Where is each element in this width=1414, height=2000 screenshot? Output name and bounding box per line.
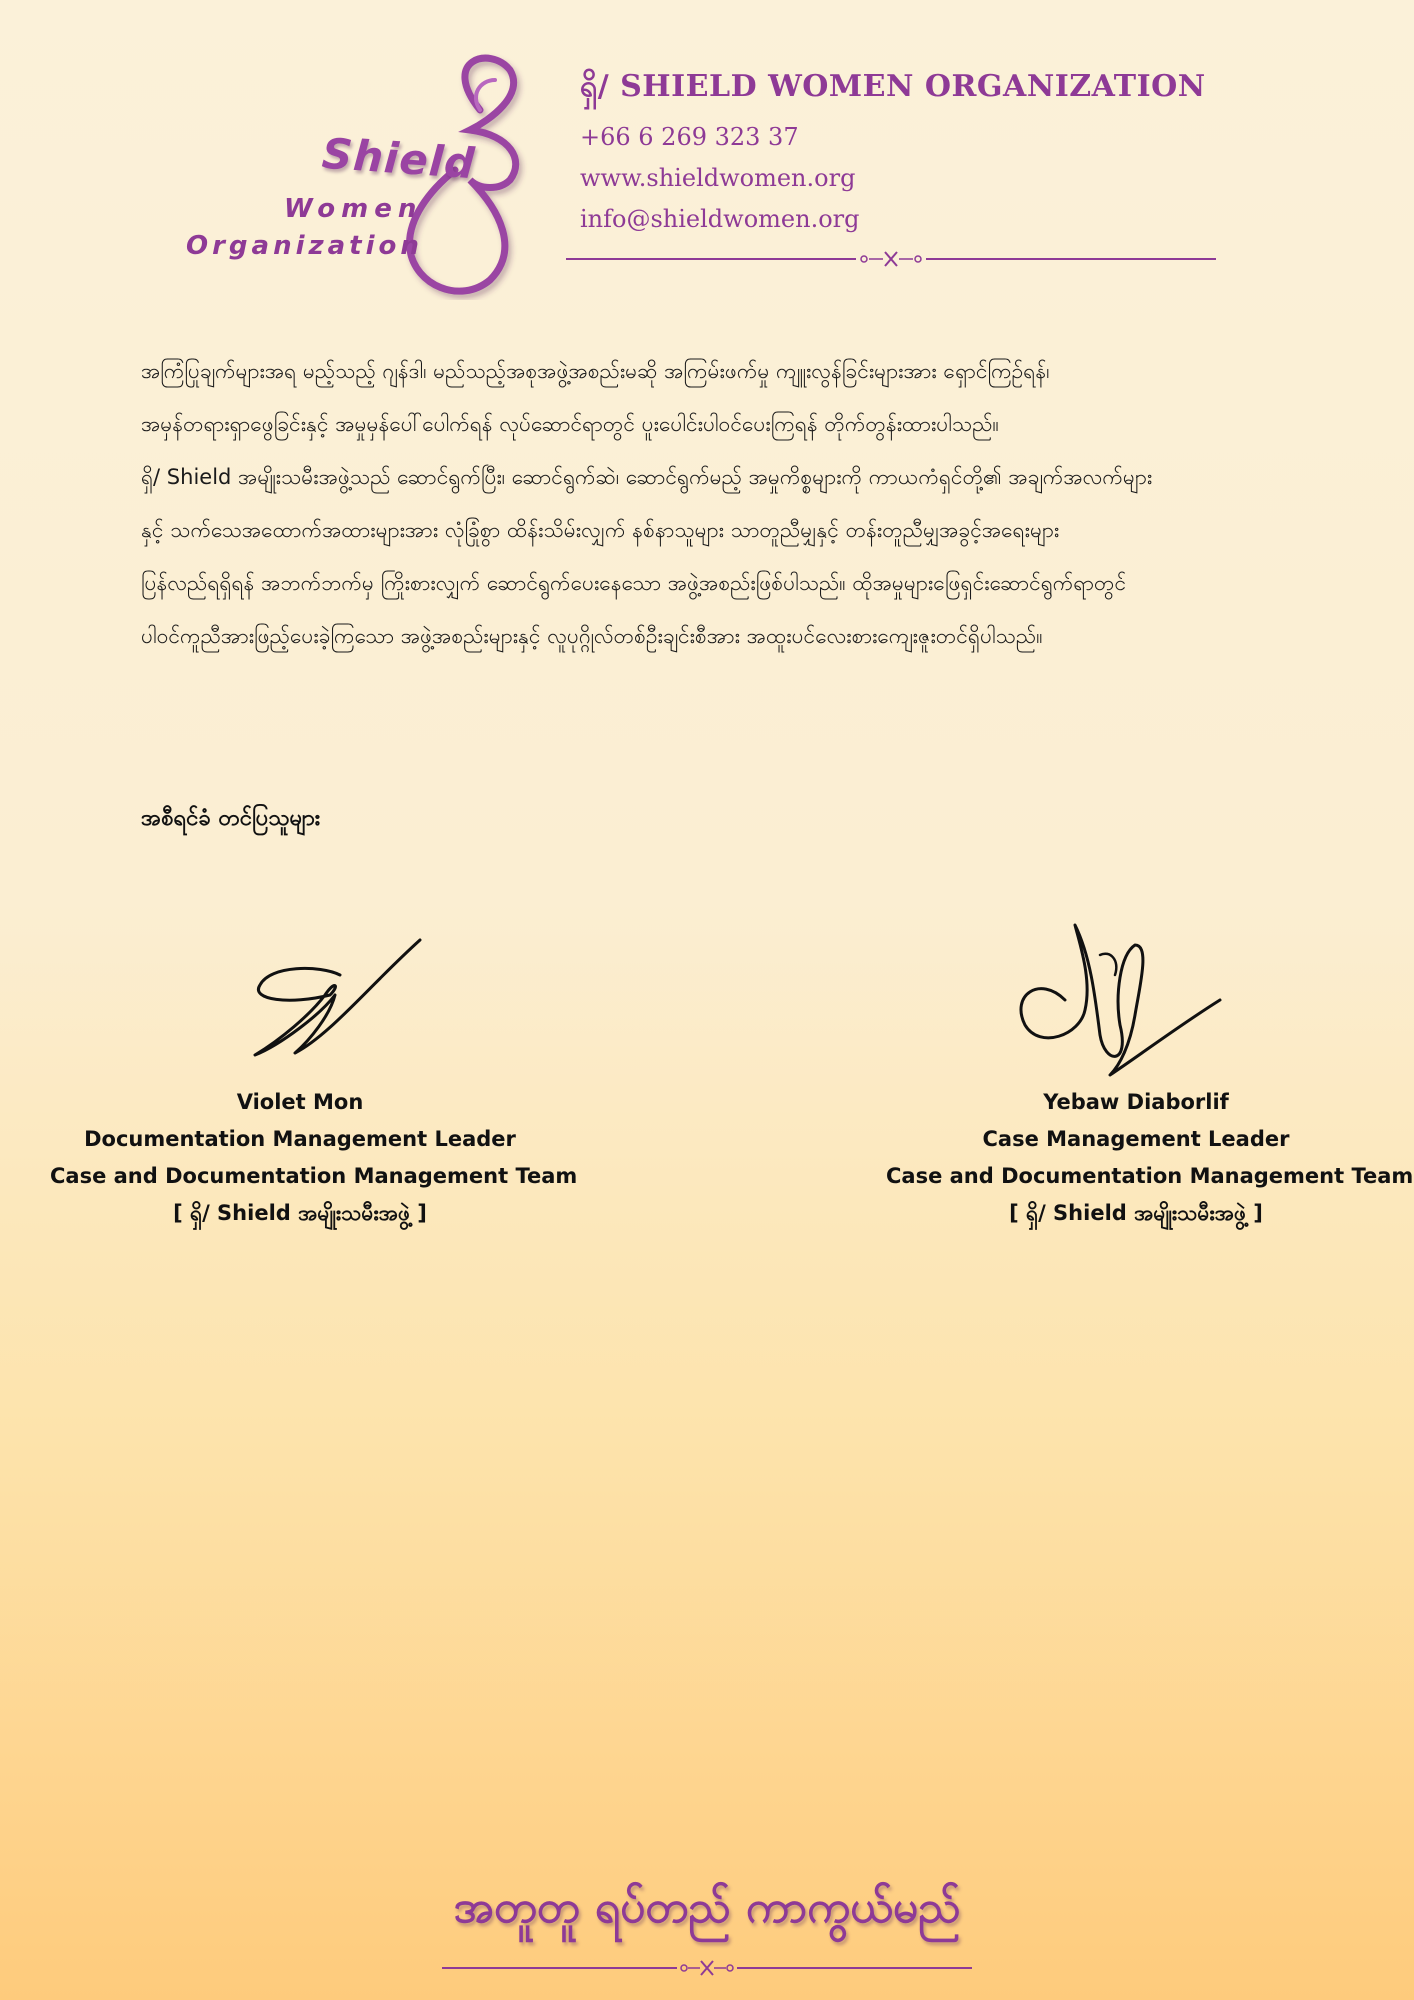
body-line: ပြန်လည်ရရှိရန် အဘက်ဘက်မှ ကြိုးစားလျှက် ဆောင်ရွက်ပေးနေသော အဖွဲ့အစည်းဖြစ်ပါသည်။ ထိုအမှုများဖြေရှင်းဆောင်ရွက်ရာတွင် xyxy=(141,571,1127,595)
logo xyxy=(180,50,540,300)
signatory-title: Case Management Leader xyxy=(982,1127,1290,1151)
body-line: အမှန်တရားရှာဖွေခြင်းနှင့် အမှုမှန်ပေါ်ပေါက်ရန် လုပ်ဆောင်ရာတွင် ပူးပေါင်းပါဝင်ပေးကြရန် တိုက်တွန်းထားပါသည်။ xyxy=(141,412,999,436)
phone-number: +66 6 269 323 37 xyxy=(580,123,799,151)
logo-line-organization: Organization xyxy=(186,231,423,261)
signatory-team: Case and Documentation Management Team xyxy=(50,1164,578,1188)
signatory-1 xyxy=(50,1084,578,1232)
footer-divider-ornament xyxy=(442,1958,972,1978)
body-paragraph xyxy=(141,345,1341,663)
body-line: ရှိ/ Shield အမျိုးသမီးအဖွဲ့သည် ဆောင်ရွက်ပြီး၊ ဆောင်ရွက်ဆဲ၊ ဆောင်ရွက်မည့် အမှုကိစ္စများကို ကာယကံရှင်တို့၏ အချက်အလက်များ xyxy=(141,465,1153,489)
reporters-label: အစီရင်ခံ တင်ပြသူများ xyxy=(141,806,321,831)
signatory-org: [ ရှိ/ Shield အမျိုးသမီးအဖွဲ့ ] xyxy=(173,1201,427,1225)
signatory-2 xyxy=(886,1084,1414,1232)
logo-wordmark: Shield xyxy=(320,128,478,189)
signatory-team: Case and Documentation Management Team xyxy=(886,1164,1414,1188)
body-line: နှင့် သက်သေအထောက်အထားများအား လုံခြုံစွာ ထိန်းသိမ်းလျှက် နစ်နာသူများ သာတူညီမျှနှင့် တန်းတူညီမျှအခွင့်အရေးများ xyxy=(141,518,1060,542)
footer-motto: အတူတူ ရပ်တည် ကာကွယ်မည် xyxy=(453,1882,961,1933)
body-line: အကြံပြုချက်များအရ မည့်သည့် ဂျန်ဒါ၊ မည်သည့်အစုအဖွဲ့အစည်းမဆို အကြမ်းဖက်မှု ကျူးလွန်ခြင်းများအား ရှောင်ကြဉ်ရန်၊ xyxy=(141,359,1050,383)
header-divider-ornament xyxy=(566,249,1216,269)
logo-line-women: Women xyxy=(284,194,423,224)
signature-violet-mon-icon xyxy=(240,925,440,1065)
body-line: ပါဝင်ကူညီအားဖြည့်ပေးခဲ့ကြသော အဖွဲ့အစည်းများနှင့် လူပုဂ္ဂိုလ်တစ်ဦးချင်းစီအား အထူးပင်လေးစားကျေးဇူးတင်ရှိပါသည်။ xyxy=(141,624,1043,648)
org-name: ရှိ/ SHIELD WOMEN ORGANIZATION xyxy=(580,69,1206,104)
signatory-title: Documentation Management Leader xyxy=(84,1127,516,1151)
signature-yebaw-diaborlif-icon xyxy=(1010,915,1240,1085)
signatory-name: Yebaw Diaborlif xyxy=(1043,1090,1229,1114)
signatory-name: Violet Mon xyxy=(236,1090,364,1114)
email-link[interactable]: info@shieldwomen.org xyxy=(580,205,860,233)
signatory-org: [ ရှိ/ Shield အမျိုးသမီးအဖွဲ့ ] xyxy=(1009,1201,1263,1225)
website-link[interactable]: www.shieldwomen.org xyxy=(580,164,856,192)
